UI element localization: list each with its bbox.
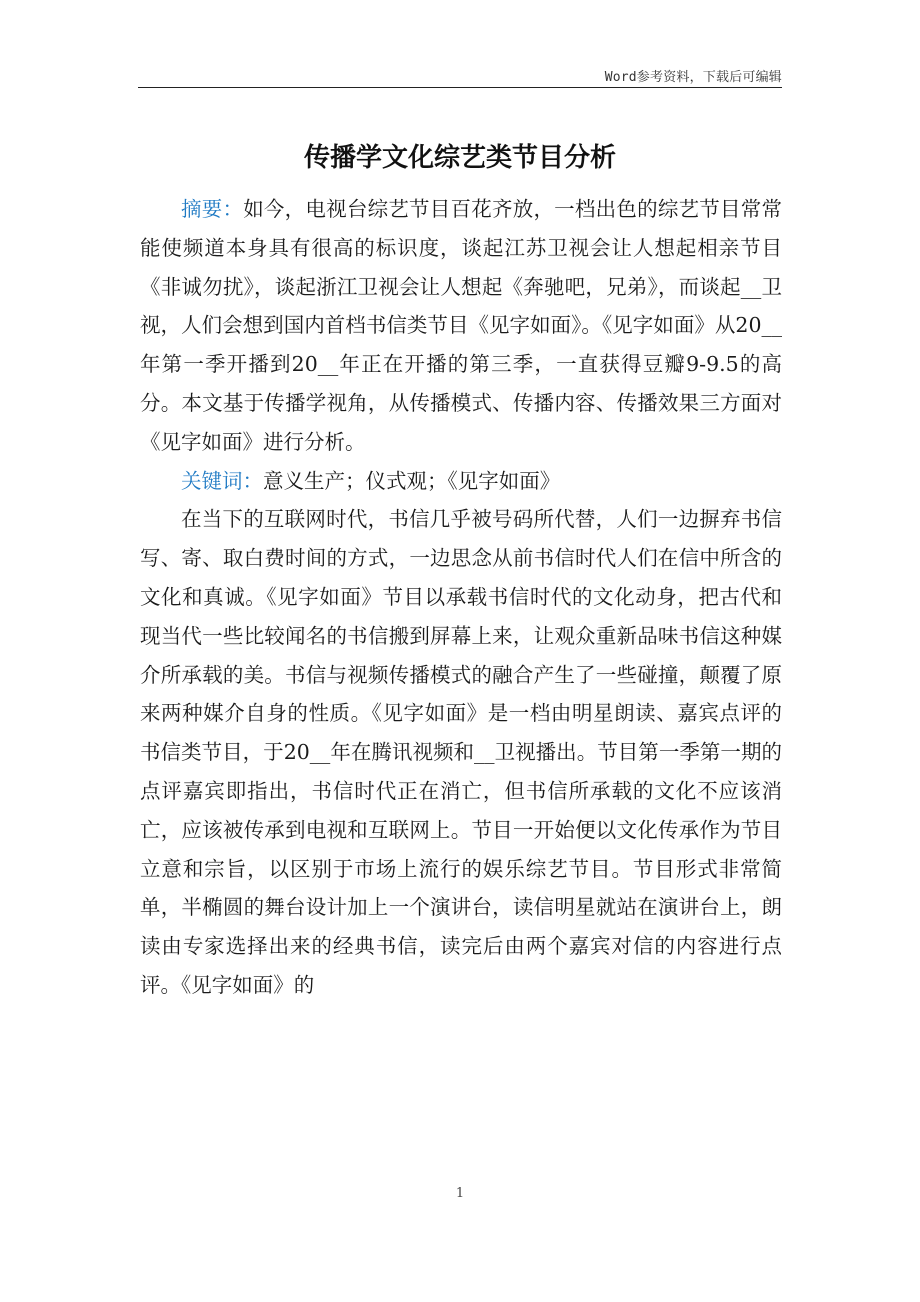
document-title: 传播学文化综艺类节目分析 [303,143,616,173]
keywords-paragraph [140,462,782,501]
abstract-paragraph [140,190,782,462]
keywords-text: 意义生产；仪式观；《见字如面》 [263,468,561,493]
abstract-label: 摘要： [181,197,244,221]
document-body [140,190,782,1005]
keywords-label: 关键词： [181,468,263,493]
header-divider [138,87,782,88]
header-note: Word参考资料，下载后可编辑 [604,70,782,85]
abstract-text: 如今，电视台综艺节目百花齐放，一档出色的综艺节目常常能使频道本身具有很高的标识度，谈起江苏卫视会让人想起相亲节目《非诚勿扰》，谈起浙江卫视会让人想起《奔驰吧，兄弟》，而谈起__卫视，人们会想到国内首档书信类节目《见字如面》。《见字如面》从20__年第一季开播到20__年正在开播的第三季，一直获得豆瓣9-9.5的高分。本文基于传播学视角，从传播模式、传播内容、传播效果三方面对《见字如面》进行分析。 [140,197,783,454]
page-number: 1 [455,1186,465,1201]
body-paragraph: 在当下的互联网时代，书信几乎被号码所代替，人们一边摒弃书信写、寄、取白费时间的方式，一边思念从前书信时代人们在信中所含的文化和真诚。《见字如面》节目以承载书信时代的文化动身，把古代和现当代一些比较闻名的书信搬到屏幕上来，让观众重新品味书信这种媒介所承载的美。书信与视频传播模式的融合产生了一些碰撞，颠覆了原来两种媒介自身的性质。《见字如面》是一档由明星朗读、嘉宾点评的书信类节目，于20__年在腾讯视频和__卫视播出。节目第一季第一期的点评嘉宾即指出，书信时代正在消亡，但书信所承载的文化不应该消亡，应该被传承到电视和互联网上。节目一开始便以文化传承作为节目立意和宗旨，以区别于市场上流行的娱乐综艺节目。节目形式非常简单，半椭圆的舞台设计加上一个演讲台，读信明星就站在演讲台上，朗读由专家选择出来的经典书信，读完后由两个嘉宾对信的内容进行点评。《见字如面》的 [140,507,782,997]
